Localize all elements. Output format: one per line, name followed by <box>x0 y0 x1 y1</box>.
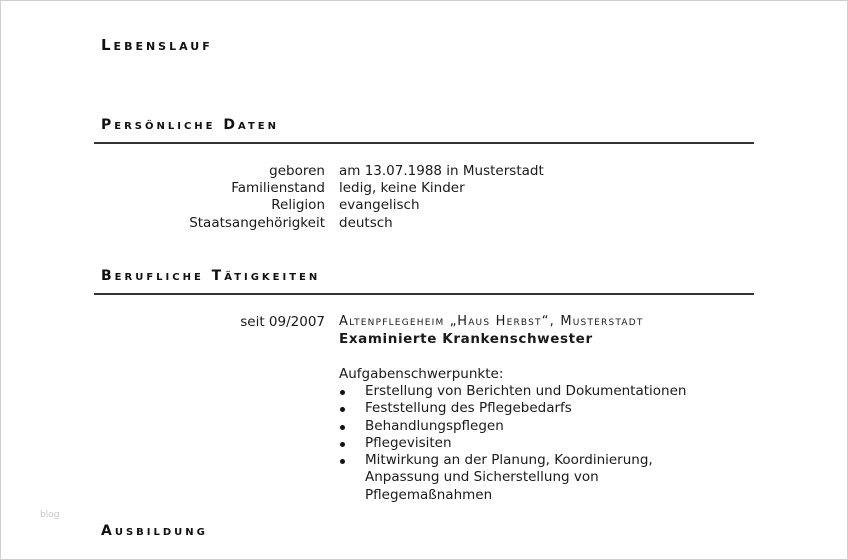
section-heading-career: Berufliche Tätigkeiten <box>101 268 321 284</box>
personal-row-nationality <box>0 214 848 232</box>
career-employer: Altenpflegeheim „Haus Herbst“, Musterstadt <box>339 314 644 329</box>
section-heading-personal: Persönliche Daten <box>101 117 279 133</box>
watermark: blog <box>40 510 60 520</box>
list-item-continuation: Pflegemaßnahmen <box>365 486 493 503</box>
document-title: Lebenslauf <box>101 36 213 54</box>
career-period: seit 09/2007 <box>240 314 325 330</box>
personal-value: deutsch <box>339 215 393 231</box>
list-item: Mitwirkung an der Planung, Koordinierung, <box>339 452 686 469</box>
section-heading-education: Ausbildung <box>101 523 208 539</box>
personal-value: am 13.07.1988 in Musterstadt <box>339 163 544 179</box>
section-rule-career <box>94 293 754 295</box>
personal-row-marital-status <box>0 179 848 197</box>
personal-value: ledig, keine Kinder <box>339 180 465 196</box>
personal-label: Religion <box>271 197 325 213</box>
personal-row-born <box>0 162 848 180</box>
list-item: Feststellung des Pflegebedarfs <box>339 400 686 417</box>
section-rule-personal <box>94 142 754 144</box>
list-item: Behandlungspflegen <box>339 418 686 435</box>
personal-row-religion <box>0 196 848 214</box>
career-position: Examinierte Krankenschwester <box>339 331 593 347</box>
list-item: Pflegevisiten <box>339 435 686 452</box>
list-item: Erstellung von Berichten und Dokumentationen <box>339 383 686 400</box>
personal-value: evangelisch <box>339 197 420 213</box>
list-item-continuation: Anpassung und Sicherstellung von <box>365 469 599 486</box>
personal-label: Familienstand <box>231 180 325 196</box>
personal-label: Staatsangehörigkeit <box>189 215 325 231</box>
career-tasks-label: Aufgabenschwerpunkte: <box>339 366 504 382</box>
career-task-list <box>339 383 686 504</box>
personal-label: geboren <box>269 163 325 179</box>
